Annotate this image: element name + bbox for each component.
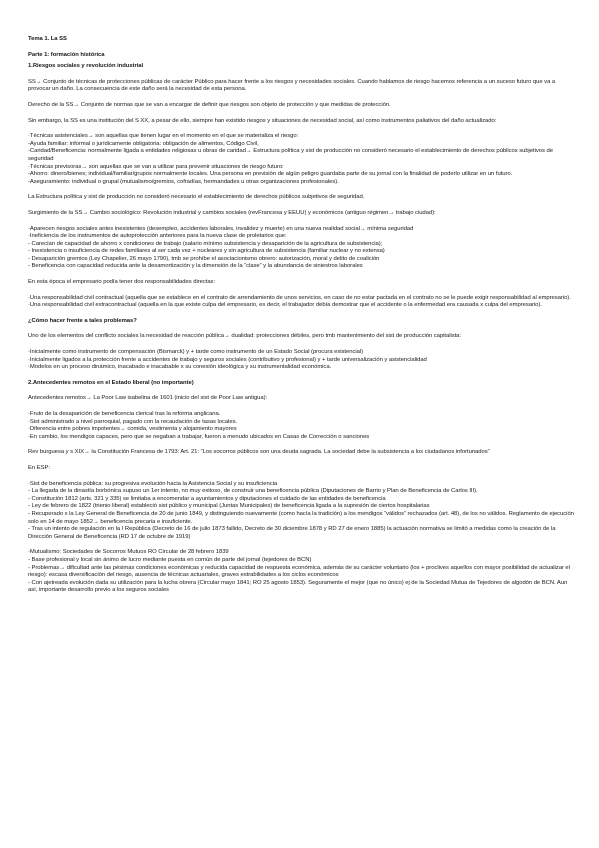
- models-list: [28, 349, 576, 372]
- paragraph-estructura: La Estructura política y sist de producción no consideró necesario el establecimiento de derechos públicos subjetivos de seguridad.: [28, 194, 365, 201]
- mutualismo-list: [28, 549, 576, 595]
- list-item: - Constitución 1812 (arts. 321 y 335) se limitaba a encomendar a ayuntamientos y diputaciones el cuidado de las entidades de beneficencia: [28, 495, 386, 502]
- paragraph-ss-definition: SS→ Conjunto de técnicas de protecciones públicas de carácter Público para hacer frente a los riesgos y necesidades sociales. Cuando hablamos de riesgo hacemos referencia a un suceso futuro que va a provocar un daño. La consecuencia de este daño será la necesidad de esta persona.: [28, 78, 556, 93]
- techniques-list: [28, 133, 576, 186]
- list-item: - Base profesional y local sin ánimo de lucro mediante puesta en común de parte del jornal (tejedores de BCN): [28, 556, 312, 563]
- list-item: ·Aparecen riesgos sociales antes inexistentes (desempleo, accidentes laborales, invalidez y muerte) en una nueva realidad social→ mínima seguridad: [28, 225, 414, 232]
- list-item: ·Técnicas asistenciales→ son aquellas que tienen lugar en el momento en el que se materializa el riesgo:: [28, 133, 299, 140]
- list-item: ·Ineficiencia de los instrumentos de autoprotección anteriores para la nueva clase de proletarios que:: [28, 233, 287, 240]
- paragraph-sin-embargo: Sin embargo, la SS es una institución del S XX, a pesar de ello, siempre han existido riesgos y situaciones de necesidad social, así como instrumentos paliativos del daño actualizado:: [28, 117, 497, 124]
- list-item: -Ayuda familiar: informal o jurídicamente obligatoria: obligación de alimentos, Código Civil,: [28, 140, 259, 147]
- responsibility-list: [28, 295, 576, 310]
- list-item: - Desaparición gremios (Ley Chapelier, 26 mayo 1790), tmb se prohíbe el asociacionismo obrero: autorización, moral y delito de coalición: [28, 255, 380, 262]
- paragraph-rev-burguesa: Rev burguesa y s XIX→ la Constitución Francesa de 1793: Art. 21: “Los socorros públicos son una deuda sagrada. La sociedad debe la subsistencia a los ciudadanos infortunados”: [28, 449, 490, 456]
- paragraph-epoca: En esta época el empresario podía tener dos responsabilidades directas:: [28, 279, 216, 286]
- list-item: -Caridad/Beneficencia: normalmente ligada a entidades religiosas u obras de caridad→ Estructura política y sist de producción no consideró necesario el establecimiento de derechos públicos subjetivos de seguridad: [28, 148, 553, 162]
- section-heading-2: 2.Antecedentes remotos en el Estado liberal (no importante): [28, 379, 194, 386]
- list-item: - Carecían de capacidad de ahorro x condiciones de trabajo (salario mínimo subsistencia y desaparición de la agricultura de subsistencia);: [28, 240, 383, 247]
- list-item: ·Una responsabilidad civil extracontractual (aquella en la que existe culpa del empresario, es decir, el trabajador debía demostrar que el accidente o la enfermedad era causada x culpa del empresario).: [28, 302, 542, 309]
- list-item: ·Modelos en un proceso dinámico, inacabado e inacabable x su conexión ideológica y su instrumentalidad económica.: [28, 364, 332, 371]
- list-item: - Problemas→ dificultad ante las pésimas condiciones económicas y reducida capacidad de respuesta económica, además de su carácter voluntario (los + proclives aquellos con mayor posibilidad de actualizar el riesgo): escasa diversificación del riesgo, ausencia de técnicas actuariales, graves estrabilidades a los ciclos económicos: [28, 564, 570, 579]
- list-item: ·Sist de beneficencia pública: su progresiva evolución hacia la Asistencia Social y su insuficiencia: [28, 480, 278, 487]
- list-item: ·Diferencia entre pobres impotentes→ comida, vestimenta y alojamiento mayores: [28, 426, 237, 433]
- list-item: ·En cambio, los mendigos capaces, pero que se negaban a trabajar, fueron a menudo ubicados en Casas de Corrección o sanciones: [28, 433, 370, 440]
- list-item: -Ahorro: dinero/bienes; individual/familiar/grupos normalmente locales. Una persona en previsión de algún peligro guardaba parte de su jornal con la finalidad de poderlo utilizar en un futuro.: [28, 171, 513, 178]
- paragraph-en-esp: En ESP:: [28, 464, 50, 471]
- list-item: ·Inicialmente ligados a la protección frente a accidentes de trabajo y seguros sociales (contributivo y profesional) y + tarde universalización y asistencialidad: [28, 356, 427, 363]
- list-item: - Ley de febrero de 1822 (trienio liberal) estableció sist público y municipal (Juntas Municipales) de beneficencia ligada a la supresión de ciertos hospitalarias: [28, 503, 430, 510]
- paragraph-surgimiento: Surgimiento de la SS→ Cambio sociológico: Revolución industrial y cambios sociales (revFrancesa y EEUU) y económicos (antiguo régimen→ trabajo ciudad):: [28, 209, 436, 216]
- list-item: ·Mutualismo: Sociedades de Socorros Mutuos RO Circular de 28 febrero 1839: [28, 549, 229, 556]
- document-title: Tema 1. La SS: [28, 36, 67, 42]
- list-item: - Con ajetreada evolución dada su utilización para la lucha obrera (Circular mayo 1841; RO 25 agosto 1853). Seguramente el mejor (que no único) ej de la Sociedad Mutua de Tejedores de algodón de BCN. Aun así, importante desarrollo previo a los seguros sociales: [28, 579, 568, 594]
- part-heading: Parte 1: formación histórica: [28, 51, 105, 58]
- list-item: - Beneficencia con capacidad reducida ante la desamortización y la dimensión de la “clase” y la abundancia de siniestros laborales: [28, 263, 363, 270]
- list-item: ·Sist administrado a nivel parroquial, pagado con la recaudación de tasas locales.: [28, 418, 238, 425]
- list-item: - La llegada de la dinastía borbónica supuso un 1er intento, no muy exitoso, de construir una beneficencia pública (Diputaciones de Barrio y Plan de Beneficencia de Carlos III).: [28, 488, 478, 495]
- list-item: ·Fruto de la desaparición de beneficencia clerical tras la reforma anglicana.: [28, 411, 221, 417]
- list-item: - Recuperado x la Ley General de Beneficencia de 20 de junio 1849, y distinguiendo nuevamente (como hacía la tradición) a los mendigos “válidos” rechazados (art. 48), de los no válidos. Reglamento de ejecución solo en 14 de mayo 1852→ beneficencia precaria e insuficiente.: [28, 510, 574, 525]
- beneficencia-list: [28, 481, 576, 542]
- list-item: ·Técnicas previsoras→ son aquellas que se van a utilizar para prevenir situaciones de riesgo futuro:: [28, 163, 284, 170]
- list-item: - Inexistencia o insuficiencia de redes familiares al ser cada vez + nucleares y sin agricultura de subsistencia (familiar nuclear y no extensa): [28, 248, 385, 255]
- document-page: [28, 36, 576, 595]
- list-item: -Aseguramiento: individual o grupal (mutualismo/gremios, cofradías, hermandades u otras organizaciones profesionales).: [28, 178, 339, 185]
- paragraph-derecho-ss: Derecho de la SS→ Conjunto de normas que se van a encargar de definir que riesgos son objeto de protección y que medidas de protección.: [28, 101, 391, 108]
- list-item: ·Una responsabilidad civil contractual (aquella que se establece en el contrato de arrendamiento de unos servicios, en caso de no estar pactada en el contrato no se le puede exigir responsabilidad al empresario).: [28, 294, 571, 301]
- paragraph-conflicto: Uno de los elementos del conflicto sociales la necesidad de reacción pública→ dualidad: protecciones débiles, pero tmb mantenimiento del sist de producción capitalista:: [28, 333, 462, 340]
- poor-law-list: [28, 411, 576, 441]
- list-item: - Tras un intento de regulación en la I República (Decreto de 16 de julio 1873 fallido, Decreto de 30 diciembre 1878 y RD 27 de enero 1885) la actuación normativa se limitó a medidas como la creación de la Dirección General de Beneficencia (RD 17 de octubre de 1919): [28, 526, 556, 540]
- risks-list: [28, 226, 576, 272]
- list-item: ·Inicialmente como instrumento de compensación (Bismarck) y + tarde como instrumento de un Estado Social (procura existencial): [28, 349, 364, 356]
- section-heading-1: 1.Riesgos sociales y revolución industrial: [28, 63, 144, 70]
- paragraph-antecedentes: Antecedentes remotos→ La Poor Law isabelina de 1601 (inicio del sist de Poor Law antigua):: [28, 395, 268, 402]
- question-heading: ¿Cómo hacer frente a tales problemas?: [28, 317, 137, 324]
